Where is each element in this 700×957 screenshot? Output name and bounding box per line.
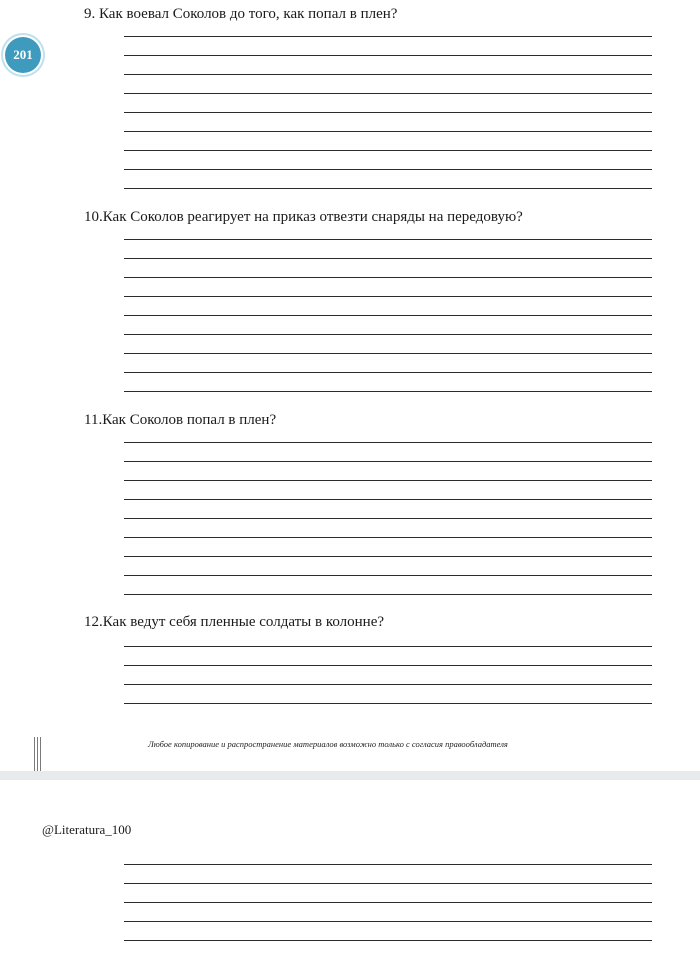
answer-line (124, 188, 652, 189)
answer-line (124, 334, 652, 335)
answer-lines-11[interactable] (124, 442, 652, 595)
answer-lines-next-page[interactable] (124, 864, 652, 941)
answer-line (124, 499, 652, 500)
answer-line (124, 646, 652, 647)
answer-line (124, 442, 652, 443)
answer-line (124, 594, 652, 595)
answer-line (124, 883, 652, 884)
question-9: 9. Как воевал Соколов до того, как попал в плен? (84, 6, 398, 22)
answer-line (124, 239, 652, 240)
page-number-badge: 201 (5, 37, 41, 73)
answer-line (124, 150, 652, 151)
answer-line (124, 36, 652, 37)
answer-line (124, 665, 652, 666)
answer-line (124, 703, 652, 704)
answer-line (124, 902, 652, 903)
answer-line (124, 518, 652, 519)
answer-lines-10[interactable] (124, 239, 652, 392)
answer-line (124, 480, 652, 481)
answer-line (124, 921, 652, 922)
answer-line (124, 575, 652, 576)
margin-rule-bars (34, 737, 44, 771)
answer-line (124, 461, 652, 462)
answer-line (124, 296, 652, 297)
answer-line (124, 74, 652, 75)
question-11: 11.Как Соколов попал в плен? (84, 412, 277, 428)
answer-line (124, 940, 652, 941)
answer-line (124, 556, 652, 557)
answer-lines-9[interactable] (124, 36, 652, 189)
answer-line (124, 391, 652, 392)
answer-line (124, 112, 652, 113)
answer-line (124, 258, 652, 259)
answer-line (124, 131, 652, 132)
question-10: 10.Как Соколов реагирует на приказ отвезти снаряды на передовую? (84, 209, 523, 225)
copyright-note: Любое копирование и распространение материалов возможно только с согласия правообладателя (148, 739, 508, 749)
answer-line (124, 372, 652, 373)
answer-line (124, 169, 652, 170)
page-separator (0, 771, 700, 780)
watermark-handle: @Literatura_100 (42, 822, 132, 837)
answer-line (124, 277, 652, 278)
answer-line (124, 537, 652, 538)
answer-line (124, 55, 652, 56)
answer-line (124, 315, 652, 316)
answer-line (124, 864, 652, 865)
answer-line (124, 684, 652, 685)
answer-line (124, 353, 652, 354)
question-12: 12.Как ведут себя пленные солдаты в колонне? (84, 614, 385, 630)
answer-lines-12[interactable] (124, 646, 652, 704)
answer-line (124, 93, 652, 94)
